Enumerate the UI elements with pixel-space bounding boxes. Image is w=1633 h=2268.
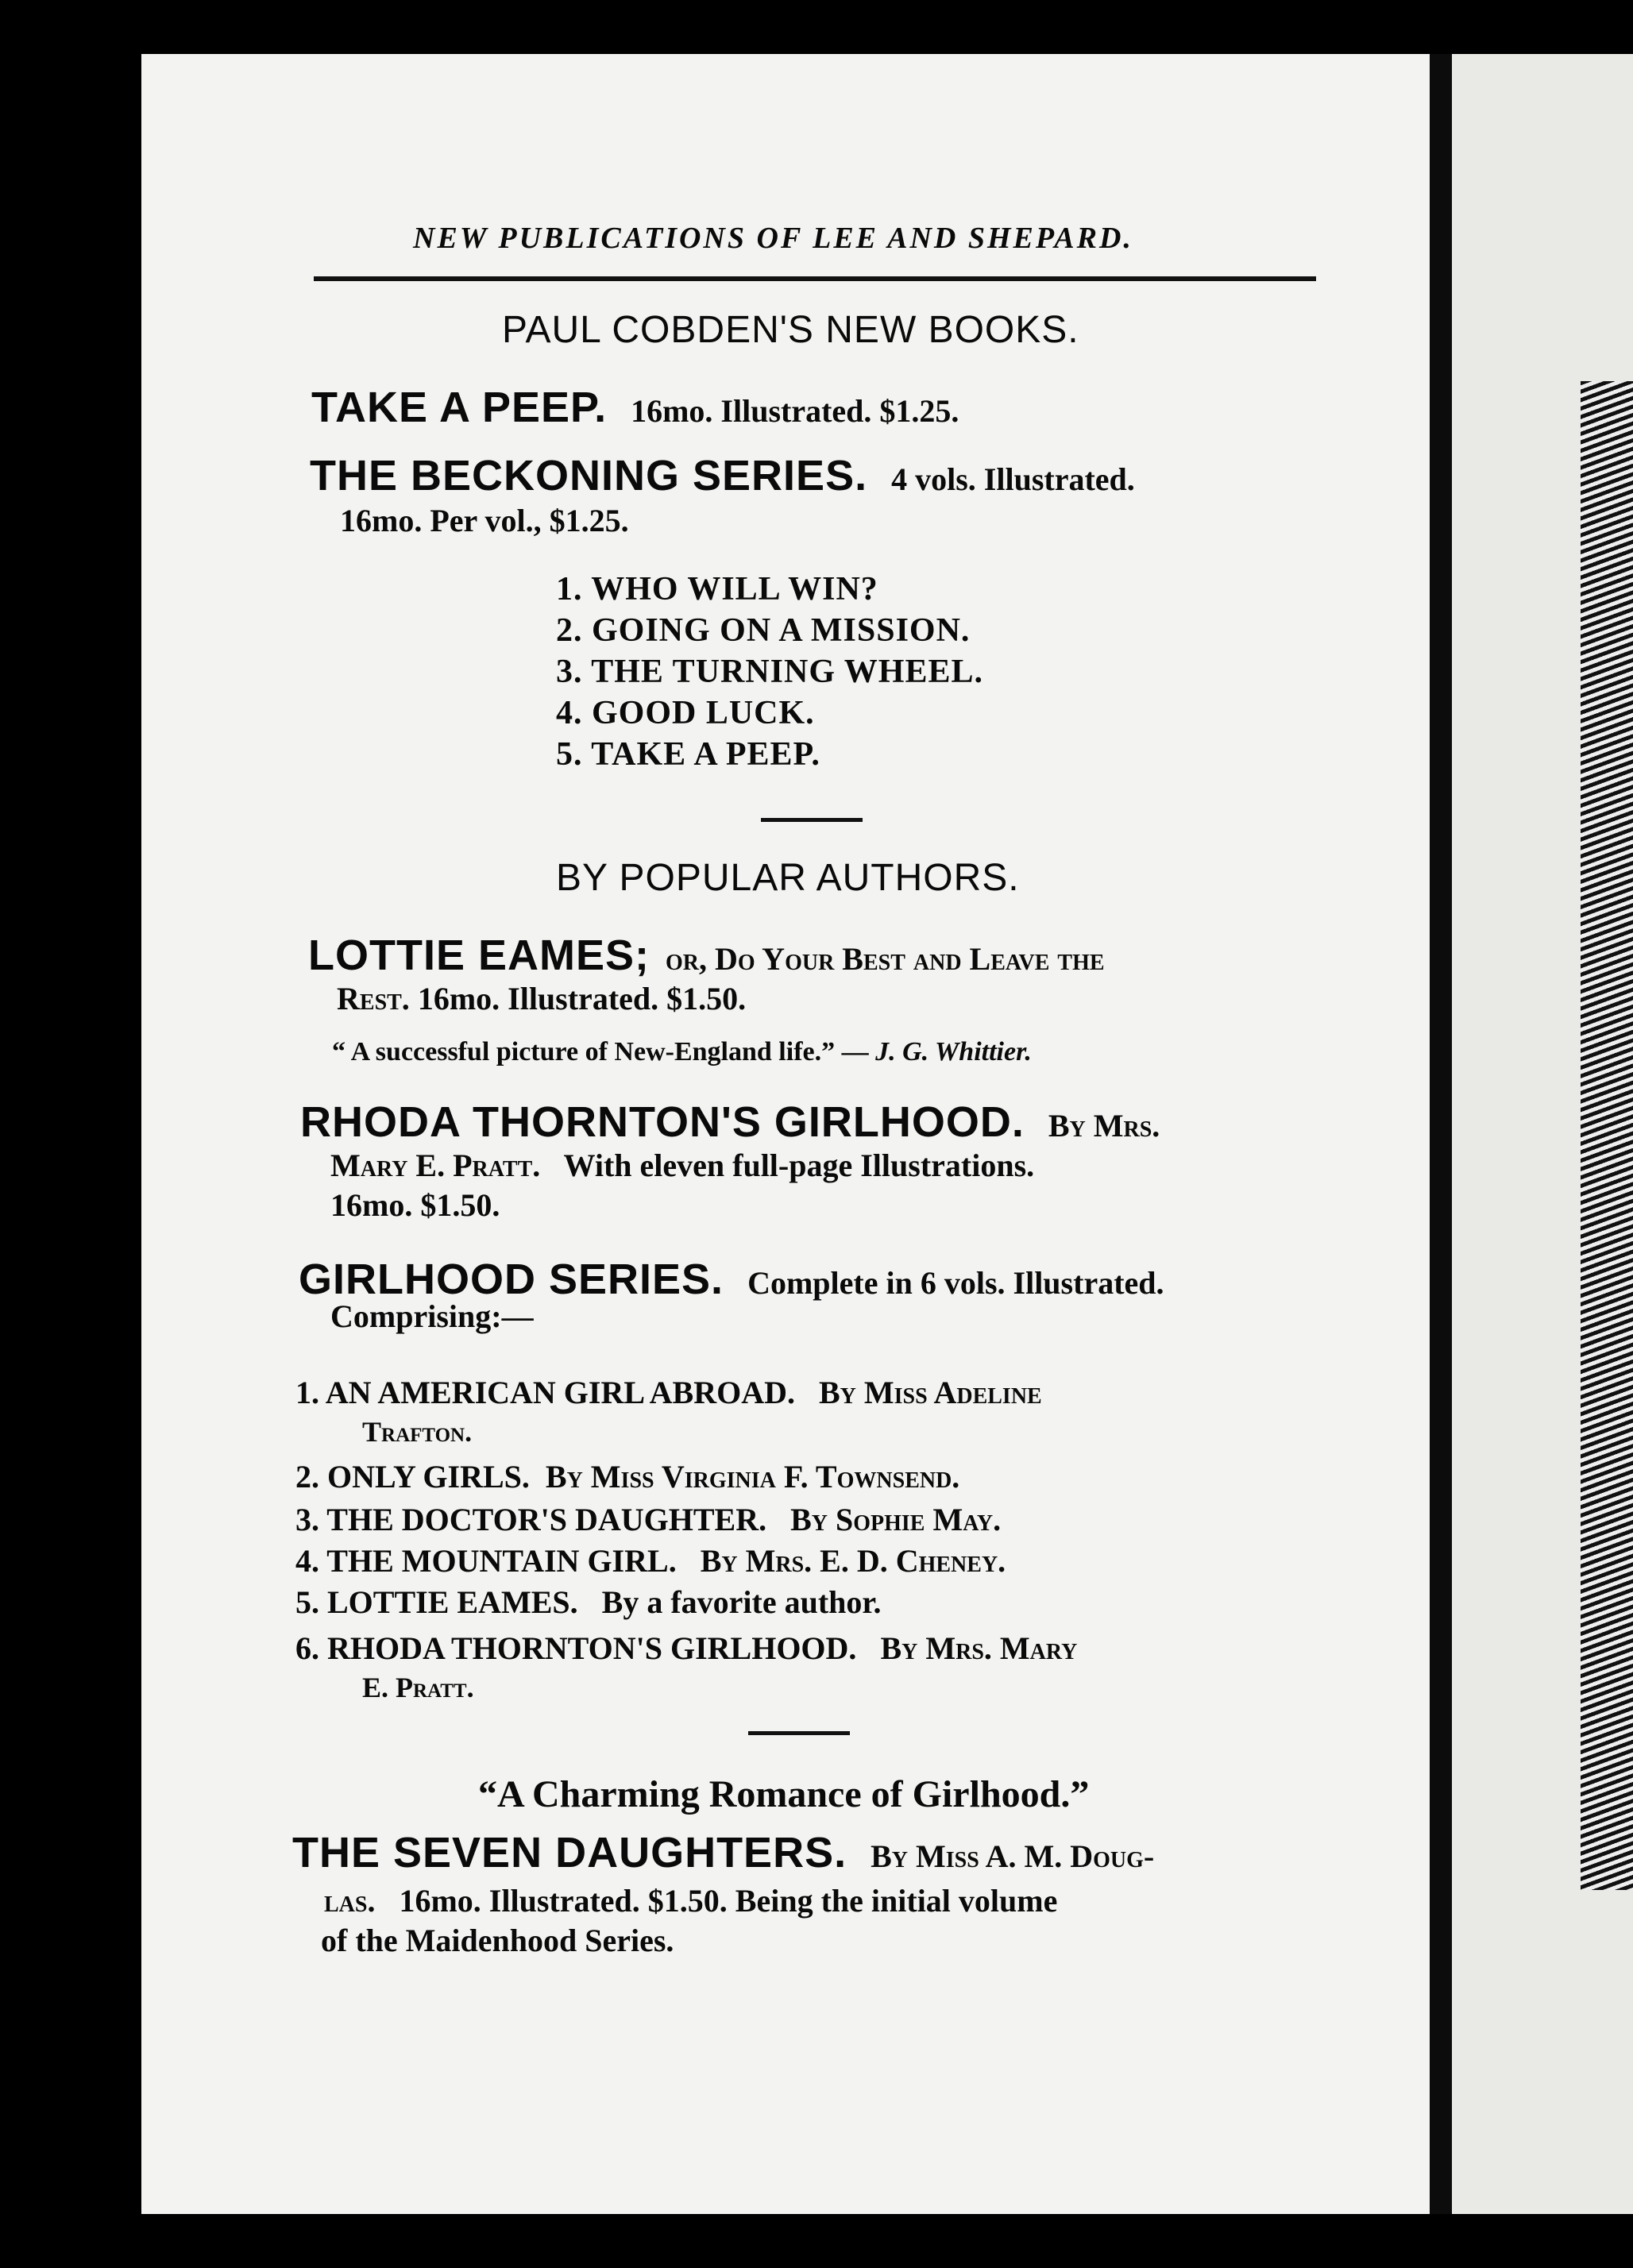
list-author: By Miss Adeline (818, 1375, 1042, 1410)
entry-details: Complete in 6 vols. Illustrated. (747, 1265, 1164, 1301)
entry-sc-text: Mary E. Pratt. (330, 1148, 541, 1183)
entry-rhoda-thornton (300, 1097, 1160, 1147)
list-item: 5. TAKE A PEEP. (556, 736, 820, 773)
entry-take-a-peep (311, 383, 959, 432)
entry-details: 4 vols. Illustrated. (891, 461, 1135, 497)
facing-page-engraving (1581, 381, 1633, 1890)
entry-title: TAKE A PEEP. (311, 384, 608, 431)
entry-seven-daughters-details (324, 1882, 1057, 1919)
page-gutter (1430, 54, 1452, 2214)
list-author: By Sophie May. (790, 1502, 1002, 1537)
entry-details: 16mo. Illustrated. $1.50. (417, 981, 747, 1016)
list-item (295, 1501, 1001, 1538)
list-number: 3. (295, 1502, 319, 1537)
entry-girlhood-comprising: Comprising:— (330, 1298, 534, 1334)
section-heading-paul-cobden: PAUL COBDEN'S NEW BOOKS. (502, 309, 1079, 351)
entry-author: By Mrs. (1048, 1108, 1160, 1144)
entry-lottie-eames (308, 931, 1105, 980)
list-title: ONLY GIRLS. (327, 1459, 530, 1495)
list-number: 1. (295, 1375, 319, 1410)
list-item (295, 1583, 882, 1621)
quote-author: J. G. Whittier. (875, 1037, 1032, 1066)
section-heading-popular-authors: BY POPULAR AUTHORS. (556, 857, 1020, 899)
list-item (295, 1542, 1006, 1580)
header-rule (314, 276, 1316, 281)
list-item (295, 1630, 1077, 1667)
list-item-continuation: E. Pratt. (362, 1672, 474, 1703)
entry-title: LOTTIE EAMES; (308, 932, 650, 979)
entry-title: GIRLHOOD SERIES. (299, 1256, 724, 1303)
tagline: “A Charming Romance of Girlhood.” (478, 1773, 1090, 1815)
list-title: LOTTIE EAMES. (327, 1584, 578, 1620)
list-number: 6. (295, 1630, 319, 1666)
entry-subtitle: or, Do Your Best and Leave the (666, 941, 1105, 977)
entry-rhoda-details (330, 1147, 1034, 1184)
list-author: By Miss Virginia F. Townsend. (545, 1459, 960, 1495)
entry-details: 16mo. Illustrated. $1.50. Being the initial volume (399, 1883, 1058, 1919)
list-item-continuation: Trafton. (362, 1416, 473, 1448)
list-number: 4. (295, 1543, 319, 1579)
entry-seven-daughters-series: of the Maidenhood Series. (321, 1923, 674, 1958)
section-divider (761, 818, 863, 822)
quote-text: “ A successful picture of New-England life.” — (332, 1037, 869, 1066)
entry-title: THE SEVEN DAUGHTERS. (292, 1829, 847, 1876)
list-title: RHODA THORNTON'S GIRLHOOD. (327, 1630, 857, 1666)
list-item: 4. GOOD LUCK. (556, 695, 815, 731)
entry-girlhood-series (299, 1255, 1164, 1304)
entry-beckoning-price: 16mo. Per vol., $1.25. (340, 503, 629, 538)
list-item: 2. GOING ON A MISSION. (556, 612, 971, 649)
entry-details: With eleven full-page Illustrations. (563, 1148, 1035, 1183)
list-number: 2. (295, 1459, 319, 1495)
list-title: THE MOUNTAIN GIRL. (326, 1543, 677, 1579)
entry-title: THE BECKONING SERIES. (310, 452, 868, 499)
entry-title: RHODA THORNTON'S GIRLHOOD. (300, 1098, 1025, 1146)
entry-beckoning-series (310, 451, 1135, 500)
section-divider (748, 1731, 850, 1735)
list-title: AN AMERICAN GIRL ABROAD. (325, 1375, 795, 1410)
entry-author: By Miss A. M. Doug- (871, 1838, 1155, 1874)
list-item: 3. THE TURNING WHEEL. (556, 654, 983, 690)
entry-sc-text: Rest. (337, 981, 410, 1016)
entry-rhoda-price: 16mo. $1.50. (330, 1187, 500, 1223)
list-item: 1. WHO WILL WIN? (556, 571, 878, 608)
list-author: By a favorite author. (601, 1584, 882, 1620)
entry-details: 16mo. Illustrated. $1.25. (631, 393, 959, 429)
entry-seven-daughters (292, 1828, 1154, 1877)
list-author: By Mrs. E. D. Cheney. (700, 1543, 1006, 1579)
entry-lottie-details (337, 980, 746, 1017)
list-author: By Mrs. Mary (880, 1630, 1078, 1666)
list-number: 5. (295, 1584, 319, 1620)
list-title: THE DOCTOR'S DAUGHTER. (326, 1502, 767, 1537)
entry-quote (332, 1037, 1032, 1067)
list-item (295, 1458, 959, 1495)
entry-sc-text: las. (324, 1883, 376, 1919)
page-header: NEW PUBLICATIONS OF LEE AND SHEPARD. (413, 222, 1133, 255)
list-item (295, 1374, 1042, 1411)
